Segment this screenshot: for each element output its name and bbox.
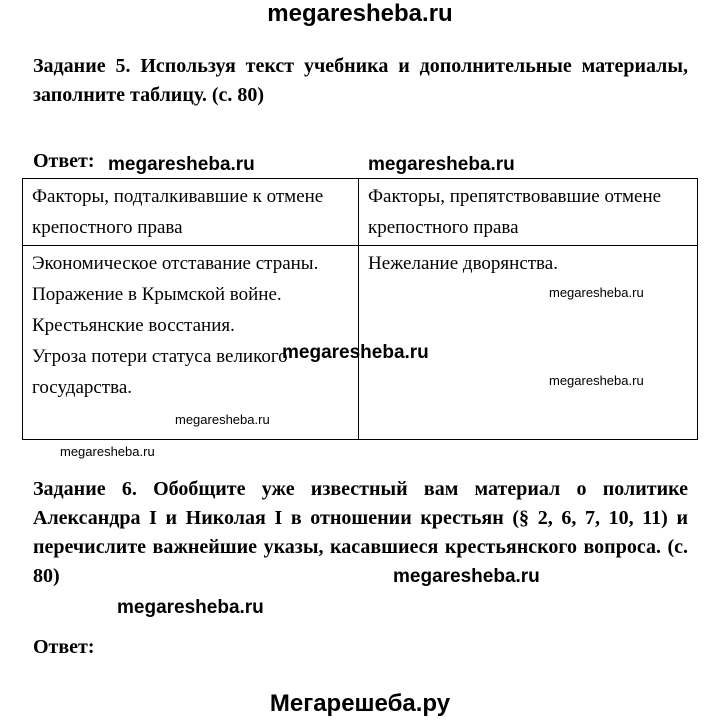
watermark-small: megaresheba.ru	[549, 285, 644, 300]
factor-item: Экономическое отставание страны.	[32, 253, 319, 274]
watermark-small: megaresheba.ru	[549, 373, 644, 388]
site-header: megaresheba.ru	[267, 0, 453, 27]
factor-item: Нежелание дворянства.	[368, 253, 558, 274]
task-6-text: Задание 6. Обобщите уже известный вам материал о политике Александра I и Николая I в отношении крестьян (§ 2, 6, 7, 10, 11) и перечислите важнейшие указы, касавшиеся крестьянского вопроса. (с. 80)	[33, 478, 688, 587]
factor-item: Крестьянские восстания.	[32, 315, 235, 336]
site-footer: Мегарешеба.ру	[269, 690, 451, 717]
watermark: megaresheba.ru	[117, 597, 264, 618]
task-5-text: Задание 5. Используя текст учебника и дополнительные материалы, заполните таблицу. (с. 80)	[33, 55, 688, 106]
factors-table	[22, 178, 698, 440]
factor-item: Угроза потери статуса великого государства.	[32, 346, 288, 398]
table-header-hindering: Факторы, препятствовавшие отмене крепостного права	[359, 179, 698, 246]
table-header-pushing: Факторы, подталкивавшие к отмене крепостного права	[23, 179, 359, 246]
watermark: megaresheba.ru	[368, 154, 515, 175]
watermark: megaresheba.ru	[282, 342, 429, 363]
watermark-small: megaresheba.ru	[60, 444, 155, 459]
watermark-small: megaresheba.ru	[175, 412, 270, 427]
task-5-answer-label: Ответ:	[33, 150, 95, 172]
factor-item: Поражение в Крымской войне.	[32, 284, 282, 305]
watermark: megaresheba.ru	[108, 154, 255, 175]
watermark: megaresheba.ru	[393, 566, 540, 587]
task-6-answer-label: Ответ:	[33, 636, 95, 658]
